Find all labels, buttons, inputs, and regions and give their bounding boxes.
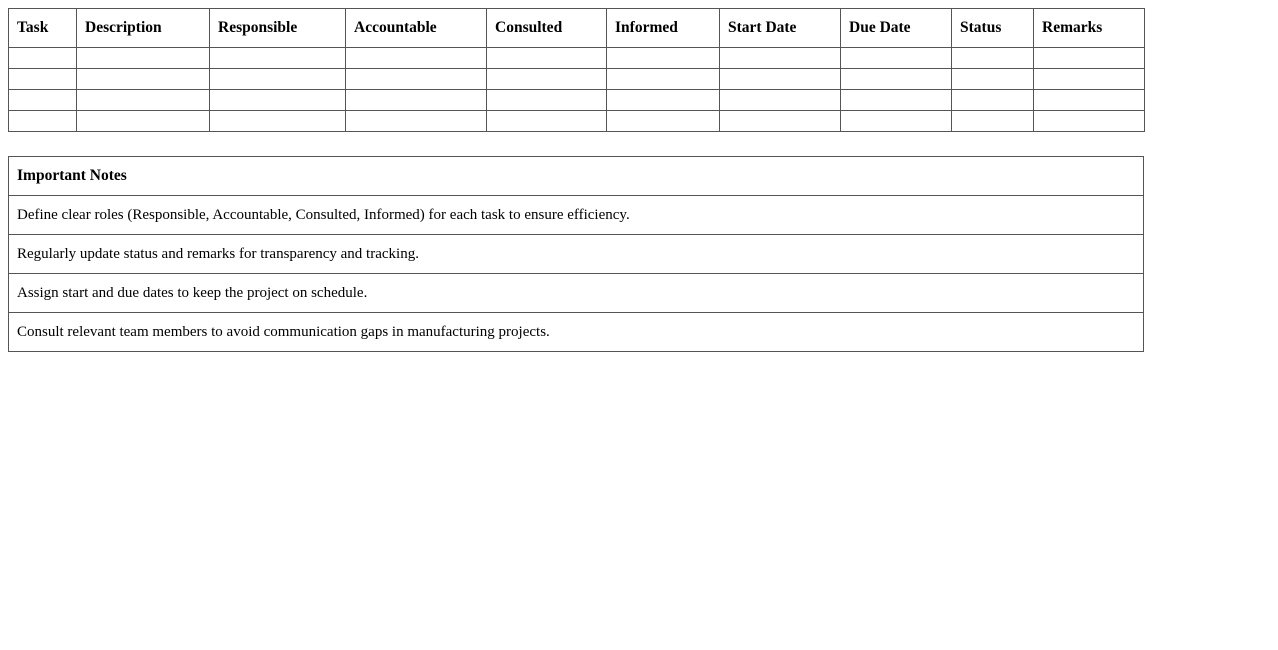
cell-accountable[interactable] (346, 69, 487, 90)
raci-matrix-table (8, 8, 1145, 132)
cell-status[interactable] (952, 111, 1034, 132)
cell-responsible[interactable] (210, 111, 346, 132)
column-header-remarks: Remarks (1034, 9, 1145, 48)
cell-consulted[interactable] (487, 111, 607, 132)
column-header-responsible: Responsible (210, 9, 346, 48)
header-row (9, 9, 1145, 48)
note-row (9, 313, 1144, 352)
note-row (9, 274, 1144, 313)
cell-accountable[interactable] (346, 111, 487, 132)
cell-due-date[interactable] (841, 111, 952, 132)
column-header-due-date: Due Date (841, 9, 952, 48)
column-header-accountable: Accountable (346, 9, 487, 48)
table-row (9, 48, 1145, 69)
cell-responsible[interactable] (210, 90, 346, 111)
note-item: Consult relevant team members to avoid communication gaps in manufacturing projects. (9, 313, 1144, 352)
column-header-description: Description (77, 9, 210, 48)
cell-start-date[interactable] (720, 69, 841, 90)
table-row (9, 90, 1145, 111)
cell-description[interactable] (77, 111, 210, 132)
cell-status[interactable] (952, 48, 1034, 69)
note-row (9, 235, 1144, 274)
cell-informed[interactable] (607, 69, 720, 90)
note-item: Define clear roles (Responsible, Accountable, Consulted, Informed) for each task to ensure efficiency. (9, 196, 1144, 235)
cell-consulted[interactable] (487, 90, 607, 111)
cell-status[interactable] (952, 69, 1034, 90)
column-header-start-date: Start Date (720, 9, 841, 48)
cell-description[interactable] (77, 90, 210, 111)
important-notes-table (8, 156, 1144, 352)
notes-title: Important Notes (9, 157, 1144, 196)
cell-informed[interactable] (607, 111, 720, 132)
cell-status[interactable] (952, 90, 1034, 111)
cell-responsible[interactable] (210, 69, 346, 90)
cell-informed[interactable] (607, 48, 720, 69)
cell-description[interactable] (77, 48, 210, 69)
cell-due-date[interactable] (841, 90, 952, 111)
table-row (9, 69, 1145, 90)
table-row (9, 111, 1145, 132)
column-header-task: Task (9, 9, 77, 48)
cell-due-date[interactable] (841, 69, 952, 90)
cell-accountable[interactable] (346, 48, 487, 69)
cell-remarks[interactable] (1034, 48, 1145, 69)
cell-consulted[interactable] (487, 48, 607, 69)
cell-start-date[interactable] (720, 48, 841, 69)
note-item: Assign start and due dates to keep the project on schedule. (9, 274, 1144, 313)
note-item: Regularly update status and remarks for transparency and tracking. (9, 235, 1144, 274)
cell-task[interactable] (9, 69, 77, 90)
cell-consulted[interactable] (487, 69, 607, 90)
cell-description[interactable] (77, 69, 210, 90)
cell-start-date[interactable] (720, 90, 841, 111)
cell-remarks[interactable] (1034, 69, 1145, 90)
column-header-consulted: Consulted (487, 9, 607, 48)
cell-remarks[interactable] (1034, 90, 1145, 111)
cell-responsible[interactable] (210, 48, 346, 69)
column-header-status: Status (952, 9, 1034, 48)
cell-accountable[interactable] (346, 90, 487, 111)
notes-header-row (9, 157, 1144, 196)
cell-task[interactable] (9, 90, 77, 111)
cell-task[interactable] (9, 111, 77, 132)
cell-start-date[interactable] (720, 111, 841, 132)
cell-informed[interactable] (607, 90, 720, 111)
cell-remarks[interactable] (1034, 111, 1145, 132)
cell-task[interactable] (9, 48, 77, 69)
column-header-informed: Informed (607, 9, 720, 48)
note-row (9, 196, 1144, 235)
cell-due-date[interactable] (841, 48, 952, 69)
